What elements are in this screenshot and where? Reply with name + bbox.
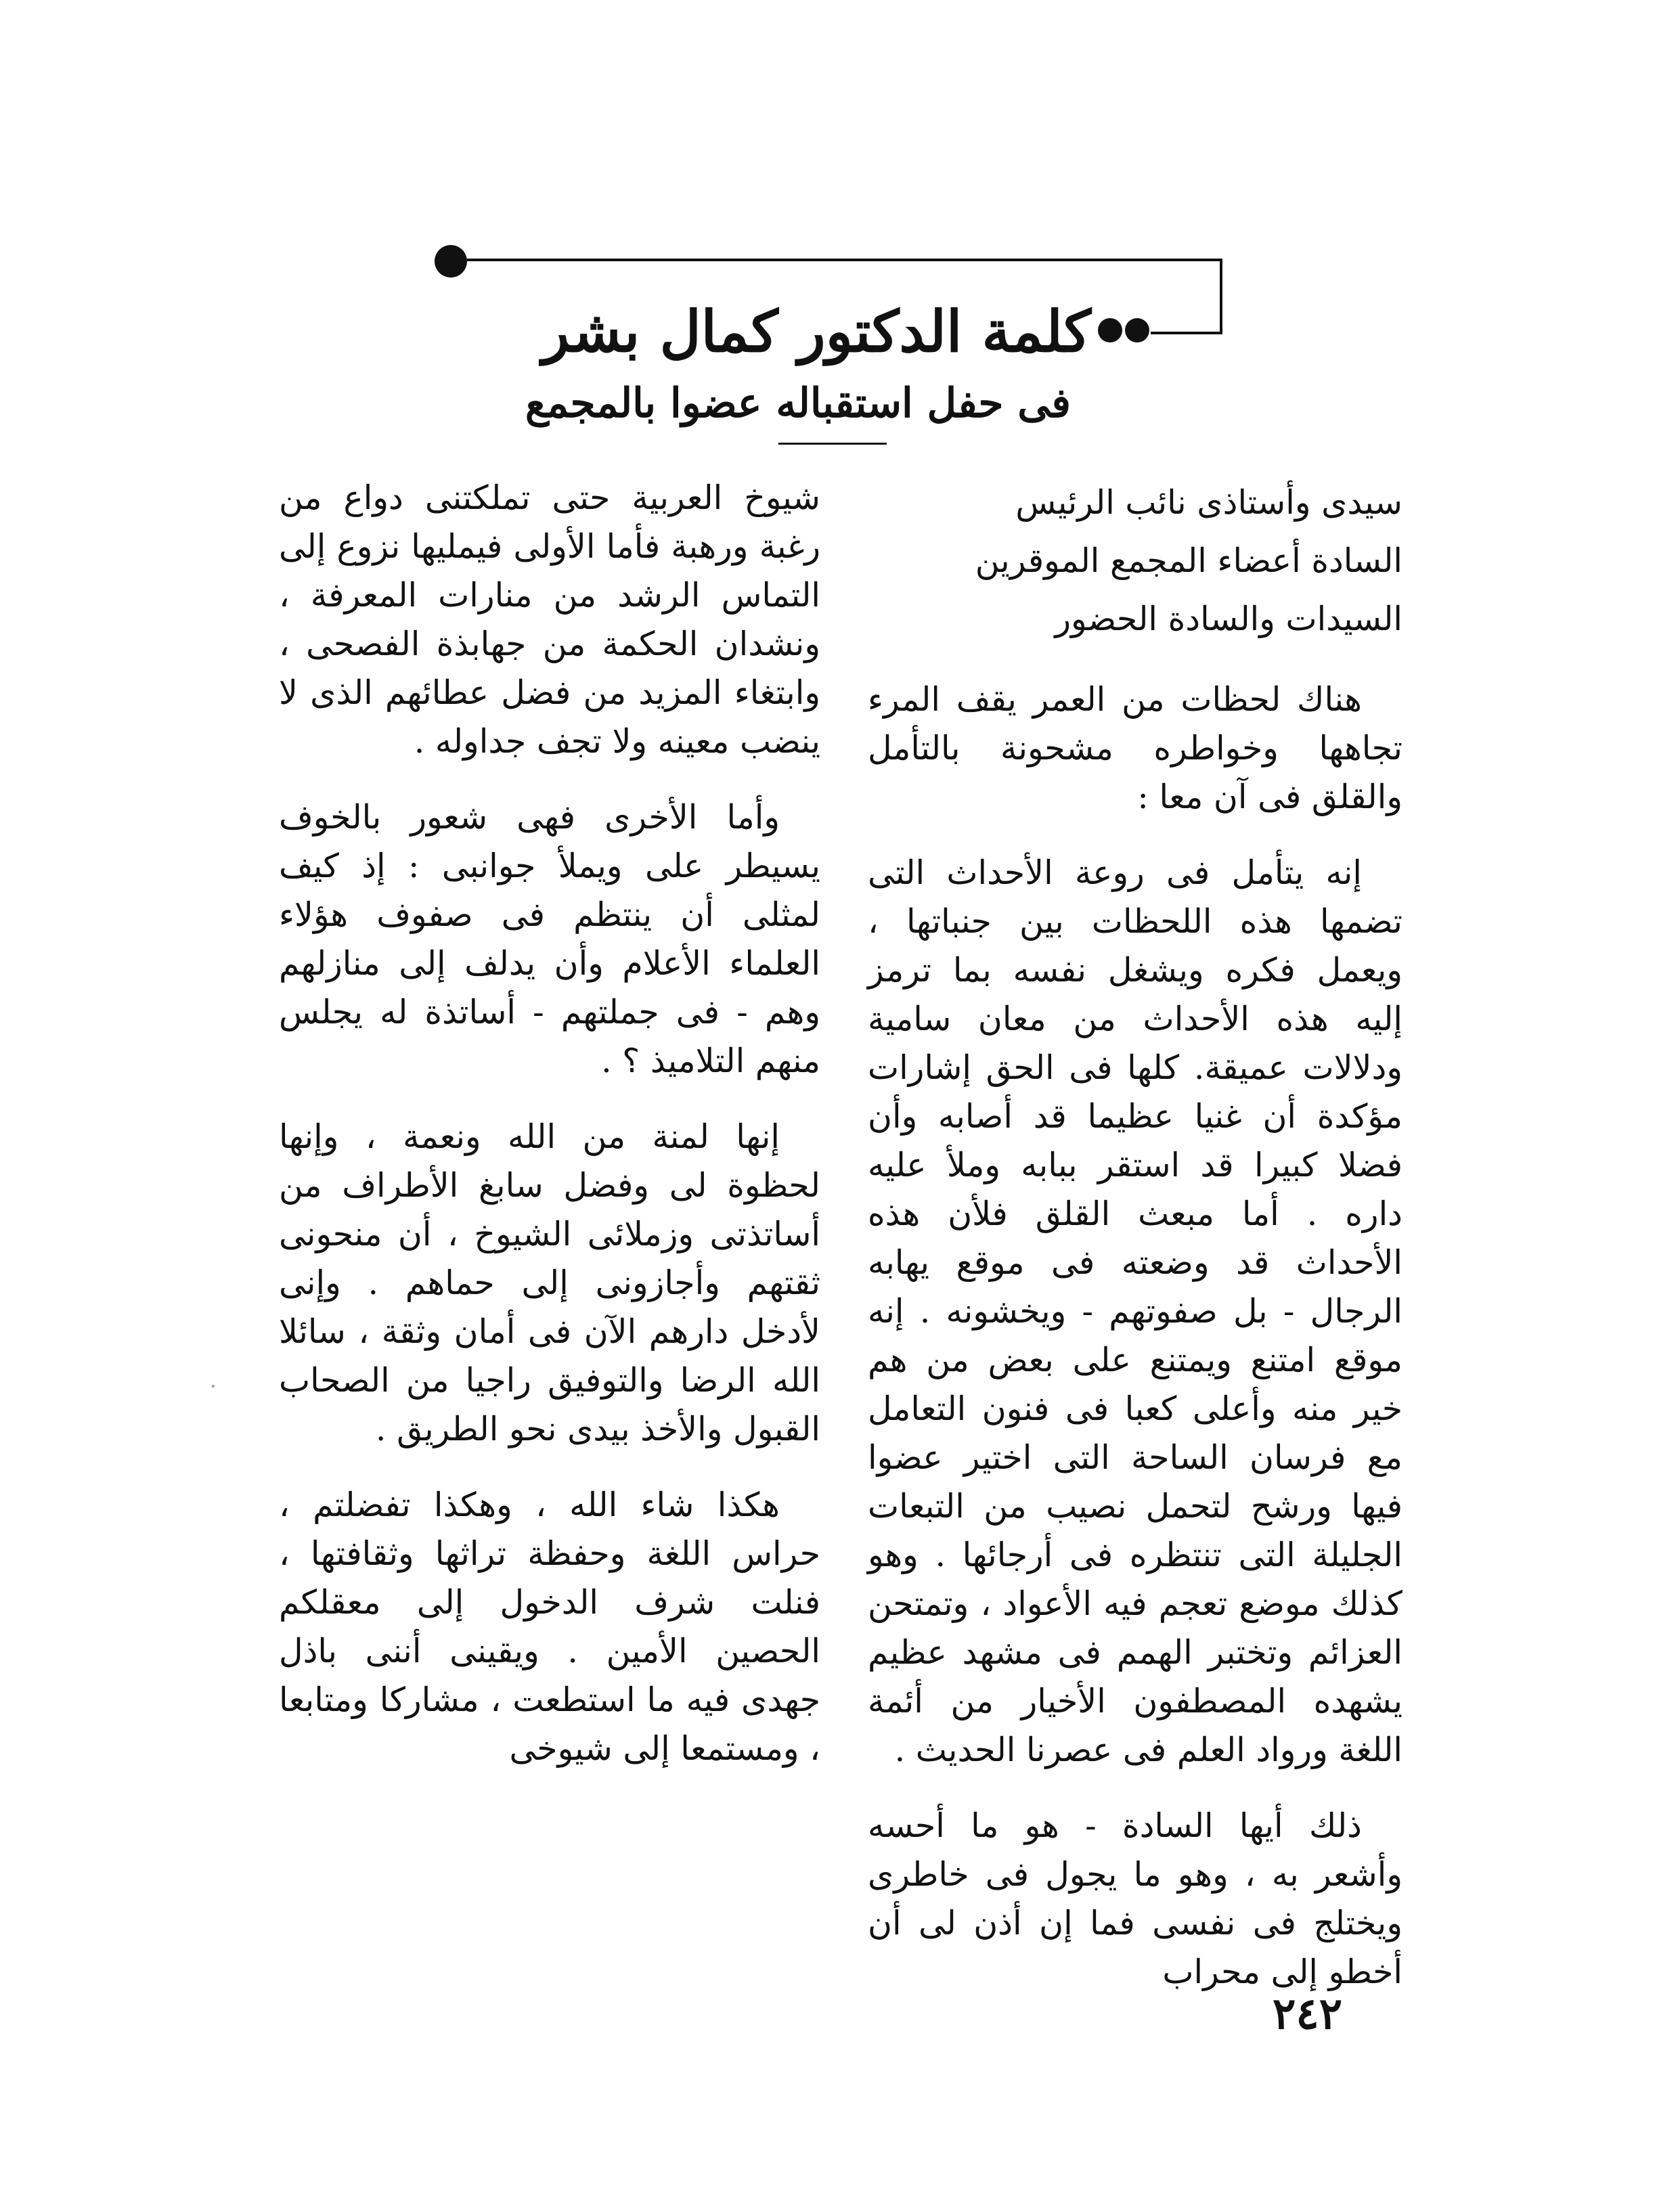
ornament-dot-icon: [1125, 318, 1149, 342]
page-number: ٢٤٢: [1273, 1989, 1343, 2039]
right-column: [868, 474, 1402, 2024]
title-underline: [778, 443, 887, 445]
ornament-dot-icon: [1098, 318, 1122, 342]
scan-speck: [212, 1385, 215, 1388]
page-subtitle: فى حفل استقباله عضوا بالمجمع: [525, 380, 1071, 427]
paragraph: هكذا شاء الله ، وهكذا تفضلتم ، حراس اللغة وحفظة تراثها وثقافتها ، فنلت شرف الدخول إلى معقلكم الحصين الأمين . ويقينى أننى باذل جهدى فيه ما استطعت ، مشاركا ومتابعا ، ومستمعا إلى شيوخى: [279, 1486, 820, 1768]
salutation-line: السيدات والسادة الحضور: [1055, 600, 1402, 638]
header-rule-vertical: [1220, 259, 1222, 334]
paragraph: وأما الأخرى فهى شعور بالخوف يسيطر على ويملأ جوانبى : إذ كيف لمثلى أن ينتظم فى صفوف هؤلاء العلماء الأعلام وأن يدلف إلى منازلهم وهم - فى جملتهم - أساتذة له يجلس منهم التلاميذ ؟ .: [279, 798, 820, 1080]
left-column: [279, 474, 820, 1800]
paragraph: هناك لحظات من العمر يقف المرء تجاهها وخواطره مشحونة بالتأمل والقلق فى آن معا :: [868, 680, 1402, 816]
page-title: كلمة الدكتور كمال بشر: [541, 298, 1091, 365]
paragraph: ذلك أيها السادة - هو ما أحسه وأشعر به ، وهو ما يجول فى خاطرى ويختلج فى نفسى فما إن أذن لى أن أخطو إلى محراب: [868, 1806, 1402, 1991]
ornament-dot-icon: [435, 245, 467, 278]
paragraph: شيوخ العربية حتى تملكتنى دواع من رغبة ورهبة فأما الأولى فيمليها نزوع إلى التماس الرشد من منارات المعرفة ، ونشدان الحكمة من جهابذة الفصحى ، وابتغاء المزيد من فضل عطائهم الذى لا ينضب معينه ولا تجف جداوله .: [279, 479, 820, 761]
salutation-block: [868, 474, 1402, 648]
paragraph: إنه يتأمل فى روعة الأحداث التى تضمها هذه اللحظات بين جنباتها ، ويعمل فكره ويشغل نفسه بما ترمز إليه هذه الأحداث من معان سامية ودلالات عميقة. كلها فى الحق إشارات مؤكدة أن غنيا عظيما قد أصابه وأن فضلا كبيرا قد استقر ببابه وملأ عليه داره . أما مبعث القلق فلأن هذه الأحداث قد وضعته فى موقع يهابه الرجال - بل صفوتهم - ويخشونه . إنه موقع امتنع ويمتنع على بعض من هم خير منه وأعلى كعبا فى فنون التعامل مع فرسان الساحة التى اختير عضوا فيها ورشح لتحمل نصيب من التبعات الجليلة التى تنتظره فى أرجائها . وهو كذلك موضع تعجم فيه الأعواد ، وتمتحن العزائم وتختبر الهمم فى مشهد عظيم يشهده المصطفون الأخيار من أئمة اللغة ورواد العلم فى عصرنا الحديث .: [868, 853, 1402, 1769]
salutation-line: سيدى وأستاذى نائب الرئيس: [1015, 483, 1402, 522]
paragraph: إنها لمنة من الله ونعمة ، وإنها لحظوة لى وفضل سابغ الأطراف من أساتذتى وزملائى الشيوخ ، أن منحونى ثقتهم وأجازونى إلى حماهم . وإنى لأدخل دارهم الآن فى أمان وثقة ، سائلا الله الرضا والتوفيق راجيا من الصحاب القبول والأخذ بيدى نحو الطريق .: [279, 1117, 820, 1448]
salutation-line: السادة أعضاء المجمع الموقرين: [975, 541, 1402, 580]
header-rule-short: [1151, 332, 1222, 334]
header-rule: [467, 259, 1222, 261]
